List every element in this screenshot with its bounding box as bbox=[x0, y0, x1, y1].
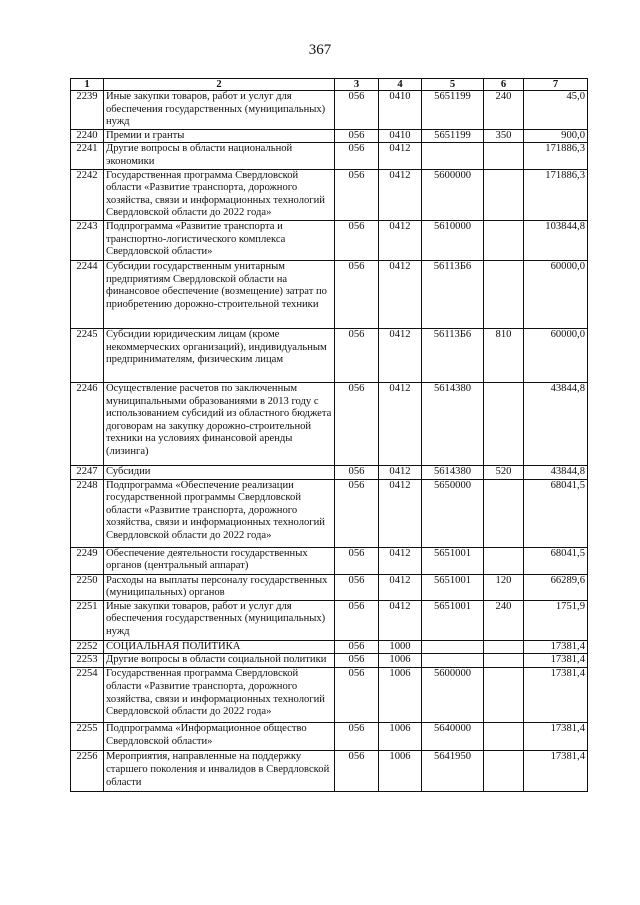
row-section-code: 1000 bbox=[379, 640, 422, 654]
row-expense-type: 350 bbox=[484, 129, 524, 143]
row-target-code: 5641950 bbox=[422, 751, 484, 792]
row-amount: 68041,5 bbox=[524, 479, 588, 547]
table-row bbox=[71, 574, 588, 600]
row-section-code: 0412 bbox=[379, 465, 422, 479]
row-section-code: 0412 bbox=[379, 260, 422, 328]
row-target-code: 5651001 bbox=[422, 547, 484, 574]
column-header: 5 bbox=[422, 79, 484, 91]
row-section-code: 0412 bbox=[379, 382, 422, 465]
row-col3-code: 056 bbox=[335, 723, 379, 751]
row-target-code bbox=[422, 143, 484, 169]
row-number: 2239 bbox=[71, 91, 104, 130]
row-amount: 171886,3 bbox=[524, 143, 588, 169]
row-col3-code: 056 bbox=[335, 382, 379, 465]
row-section-code: 0412 bbox=[379, 574, 422, 600]
column-header: 3 bbox=[335, 79, 379, 91]
row-section-code: 1006 bbox=[379, 668, 422, 723]
row-amount: 17381,4 bbox=[524, 654, 588, 668]
row-expense-type bbox=[484, 260, 524, 328]
column-header: 6 bbox=[484, 79, 524, 91]
row-section-code: 0410 bbox=[379, 129, 422, 143]
row-description: Премии и гранты bbox=[104, 129, 335, 143]
row-section-code: 0412 bbox=[379, 169, 422, 220]
row-amount: 45,0 bbox=[524, 91, 588, 130]
table-body bbox=[71, 91, 588, 792]
table-row bbox=[71, 220, 588, 260]
row-expense-type bbox=[484, 382, 524, 465]
row-description: Расходы на выплаты персоналу государственных (муниципальных) органов bbox=[104, 574, 335, 600]
row-target-code: 5614380 bbox=[422, 465, 484, 479]
row-col3-code: 056 bbox=[335, 547, 379, 574]
row-description: Государственная программа Свердловской области «Развитие транспорта, дорожного хозяйства, связи и информационных технологий Свердловской области до 2022 года» bbox=[104, 668, 335, 723]
row-section-code: 1006 bbox=[379, 723, 422, 751]
row-col3-code: 056 bbox=[335, 751, 379, 792]
row-section-code: 0412 bbox=[379, 547, 422, 574]
table-row bbox=[71, 169, 588, 220]
row-col3-code: 056 bbox=[335, 260, 379, 328]
row-target-code: 5610000 bbox=[422, 220, 484, 260]
row-expense-type bbox=[484, 640, 524, 654]
row-col3-code: 056 bbox=[335, 220, 379, 260]
row-expense-type: 240 bbox=[484, 600, 524, 640]
table-row bbox=[71, 640, 588, 654]
row-amount: 171886,3 bbox=[524, 169, 588, 220]
row-number: 2248 bbox=[71, 479, 104, 547]
row-col3-code: 056 bbox=[335, 143, 379, 169]
row-expense-type bbox=[484, 479, 524, 547]
budget-table bbox=[70, 78, 588, 792]
row-number: 2247 bbox=[71, 465, 104, 479]
table-row bbox=[71, 751, 588, 792]
row-amount: 60000,0 bbox=[524, 328, 588, 382]
table-row bbox=[71, 382, 588, 465]
row-target-code: 56113Б6 bbox=[422, 260, 484, 328]
row-amount: 43844,8 bbox=[524, 465, 588, 479]
row-expense-type bbox=[484, 220, 524, 260]
table-row bbox=[71, 129, 588, 143]
row-target-code: 5651199 bbox=[422, 129, 484, 143]
row-amount: 60000,0 bbox=[524, 260, 588, 328]
row-number: 2253 bbox=[71, 654, 104, 668]
row-section-code: 0412 bbox=[379, 479, 422, 547]
row-description: Иные закупки товаров, работ и услуг для обеспечения государственных (муниципальных) нужд bbox=[104, 91, 335, 130]
row-amount: 17381,4 bbox=[524, 640, 588, 654]
row-number: 2255 bbox=[71, 723, 104, 751]
row-description: Субсидии государственным унитарным предприятиям Свердловской области на финансовое обеспечение (возмещение) затрат по приобретению дорожно-строительной техники bbox=[104, 260, 335, 328]
row-target-code: 5614380 bbox=[422, 382, 484, 465]
table-row bbox=[71, 465, 588, 479]
row-description: Подпрограмма «Информационное общество Свердловской области» bbox=[104, 723, 335, 751]
row-target-code bbox=[422, 640, 484, 654]
row-expense-type bbox=[484, 169, 524, 220]
row-col3-code: 056 bbox=[335, 668, 379, 723]
row-amount: 17381,4 bbox=[524, 751, 588, 792]
row-description: Субсидии юридическим лицам (кроме некоммерческих организаций), индивидуальным предпринимателям, физическим лицам bbox=[104, 328, 335, 382]
row-description: Обеспечение деятельности государственных органов (центральный аппарат) bbox=[104, 547, 335, 574]
row-expense-type bbox=[484, 751, 524, 792]
row-amount: 17381,4 bbox=[524, 668, 588, 723]
row-number: 2251 bbox=[71, 600, 104, 640]
table-header-row bbox=[71, 79, 588, 91]
row-col3-code: 056 bbox=[335, 328, 379, 382]
row-number: 2246 bbox=[71, 382, 104, 465]
row-number: 2241 bbox=[71, 143, 104, 169]
column-header: 1 bbox=[71, 79, 104, 91]
row-amount: 68041,5 bbox=[524, 547, 588, 574]
row-description: Иные закупки товаров, работ и услуг для обеспечения государственных (муниципальных) нужд bbox=[104, 600, 335, 640]
row-amount: 66289,6 bbox=[524, 574, 588, 600]
row-description: Подпрограмма «Обеспечение реализации государственной программы Свердловской области «Развитие транспорта, дорожного хозяйства, связи и информационных технологий Свердловской области до 2022 года» bbox=[104, 479, 335, 547]
row-number: 2245 bbox=[71, 328, 104, 382]
row-description: Государственная программа Свердловской области «Развитие транспорта, дорожного хозяйства, связи и информационных технологий Свердловской области до 2022 года» bbox=[104, 169, 335, 220]
row-expense-type: 240 bbox=[484, 91, 524, 130]
row-section-code: 0410 bbox=[379, 91, 422, 130]
row-section-code: 0412 bbox=[379, 328, 422, 382]
row-amount: 103844,8 bbox=[524, 220, 588, 260]
row-section-code: 0412 bbox=[379, 600, 422, 640]
row-col3-code: 056 bbox=[335, 465, 379, 479]
table-row bbox=[71, 143, 588, 169]
row-number: 2254 bbox=[71, 668, 104, 723]
row-col3-code: 056 bbox=[335, 654, 379, 668]
table-row bbox=[71, 328, 588, 382]
row-section-code: 1006 bbox=[379, 751, 422, 792]
row-target-code: 5651001 bbox=[422, 574, 484, 600]
row-description: Другие вопросы в области социальной политики bbox=[104, 654, 335, 668]
row-number: 2243 bbox=[71, 220, 104, 260]
table-row bbox=[71, 479, 588, 547]
row-col3-code: 056 bbox=[335, 600, 379, 640]
row-section-code: 1006 bbox=[379, 654, 422, 668]
row-description: Другие вопросы в области национальной экономики bbox=[104, 143, 335, 169]
row-section-code: 0412 bbox=[379, 143, 422, 169]
row-number: 2252 bbox=[71, 640, 104, 654]
row-target-code: 5650000 bbox=[422, 479, 484, 547]
row-col3-code: 056 bbox=[335, 479, 379, 547]
row-target-code: 5600000 bbox=[422, 169, 484, 220]
table-row bbox=[71, 600, 588, 640]
row-expense-type bbox=[484, 143, 524, 169]
row-number: 2250 bbox=[71, 574, 104, 600]
row-expense-type bbox=[484, 668, 524, 723]
row-number: 2256 bbox=[71, 751, 104, 792]
row-target-code bbox=[422, 654, 484, 668]
row-description: СОЦИАЛЬНАЯ ПОЛИТИКА bbox=[104, 640, 335, 654]
row-section-code: 0412 bbox=[379, 220, 422, 260]
column-header: 4 bbox=[379, 79, 422, 91]
row-expense-type bbox=[484, 547, 524, 574]
row-description: Мероприятия, направленные на поддержку старшего поколения и инвалидов в Свердловской области bbox=[104, 751, 335, 792]
row-description: Подпрограмма «Развитие транспорта и транспортно-логистического комплекса Свердловской области» bbox=[104, 220, 335, 260]
row-expense-type: 120 bbox=[484, 574, 524, 600]
row-amount: 900,0 bbox=[524, 129, 588, 143]
table-row bbox=[71, 654, 588, 668]
row-expense-type: 810 bbox=[484, 328, 524, 382]
row-col3-code: 056 bbox=[335, 640, 379, 654]
table-row bbox=[71, 723, 588, 751]
row-expense-type: 520 bbox=[484, 465, 524, 479]
table-row bbox=[71, 547, 588, 574]
row-description: Субсидии bbox=[104, 465, 335, 479]
row-number: 2249 bbox=[71, 547, 104, 574]
row-target-code: 5651199 bbox=[422, 91, 484, 130]
row-amount: 43844,8 bbox=[524, 382, 588, 465]
row-amount: 1751,9 bbox=[524, 600, 588, 640]
column-header: 2 bbox=[104, 79, 335, 91]
table-row bbox=[71, 668, 588, 723]
table-row bbox=[71, 260, 588, 328]
row-target-code: 56113Б6 bbox=[422, 328, 484, 382]
table-row bbox=[71, 91, 588, 130]
row-number: 2240 bbox=[71, 129, 104, 143]
row-expense-type bbox=[484, 723, 524, 751]
row-target-code: 5651001 bbox=[422, 600, 484, 640]
row-col3-code: 056 bbox=[335, 169, 379, 220]
row-col3-code: 056 bbox=[335, 129, 379, 143]
row-col3-code: 056 bbox=[335, 574, 379, 600]
row-amount: 17381,4 bbox=[524, 723, 588, 751]
page-number: 367 bbox=[308, 42, 332, 58]
row-col3-code: 056 bbox=[335, 91, 379, 130]
row-number: 2244 bbox=[71, 260, 104, 328]
row-description: Осуществление расчетов по заключенным муниципальными образованиями в 2013 году с использованием субсидий из областного бюджета договорам на закупку дорожно-строительной техники на условиях финансовой аренды (лизинга) bbox=[104, 382, 335, 465]
row-target-code: 5640000 bbox=[422, 723, 484, 751]
row-number: 2242 bbox=[71, 169, 104, 220]
row-expense-type bbox=[484, 654, 524, 668]
column-header: 7 bbox=[524, 79, 588, 91]
row-target-code: 5600000 bbox=[422, 668, 484, 723]
